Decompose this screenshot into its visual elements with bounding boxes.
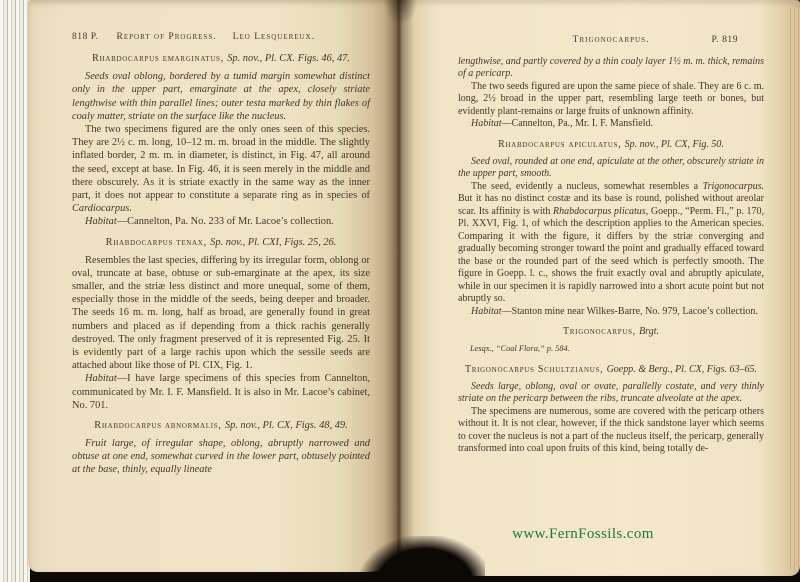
species-heading: [462, 363, 760, 376]
right-page-blocks: [458, 56, 764, 456]
text-segment: Rhabdocarpus apiculatus,: [498, 138, 625, 150]
text-segment: Sp. nov., Pl. CX. Figs. 46, 47.: [227, 53, 350, 65]
diagnosis: [72, 70, 370, 123]
gutter-bottom-shadow: [360, 536, 485, 582]
text-segment: The specimens are numerous, some are covered with the pericarp others without it. It is not clear, however, if the thick sandstone layer which seems to cover the nucleus is not a part of the nucleus itself, the pericarp, generally transformed into coal upon fruits of this kind, being totally de-: [458, 405, 764, 454]
text-segment: Rhabdocarpus emarginatus,: [92, 53, 228, 65]
genus-heading: [462, 325, 760, 338]
text-segment: Seeds oval oblong, bordered by a tumid margin somewhat distinct only in the upper part, emarginate at the apex, closely striate lengthwise with thin parallel lines; outer testa marked by thin flakes of coaly matter, striate on the surface like the nucleus.: [72, 71, 370, 122]
text-segment: lengthwise, and partly covered by a thin coaly layer 1½ m. m. thick, remains of a pericarp.: [458, 55, 764, 79]
body: [458, 81, 764, 119]
text-segment: The two specimens figured are the only ones seen of this species. They are 2½ c. m. long, 10–12 m. m. broad in the middle. The slightly inflated border, 2 m. m. in diameter, is distinct, in Fig. 47, all around the seed, except at base. In Fig. 46, it is seen merely in the middle and there obscurely. As it is striate exactly in the same way as the inner part, it does not appear to constitute a separate ring as in species of: [72, 124, 370, 202]
text-segment: Habitat: [85, 216, 117, 228]
text-segment: Fruit large, of irregular shape, oblong, abruptly narrowed and obtuse at one end, somewhat curved in the lower part, obtusely pointed at the base, thinly, equally lineate: [72, 438, 370, 476]
body: [72, 123, 370, 215]
text-segment: Cardiocarpus.: [72, 203, 132, 215]
right-page-header: [458, 34, 764, 47]
text-segment: Rhabdocarpus abnormalis,: [94, 420, 225, 432]
text-segment: Sp. nov., Pl. CXI, Figs. 25, 26.: [210, 236, 337, 248]
right-page-edges: [787, 8, 800, 570]
text-segment: The two seeds figured are upon the same piece of shale. They are 6 c. m. long, 2½ broad in the upper part, resembling large teeth or bones, but evidently plant-remains or large fruits of unknown affinity.: [458, 80, 764, 117]
watermark: www.FernFossils.com: [512, 526, 654, 542]
left-page-text: [72, 30, 370, 477]
text-segment: Brgt.: [639, 326, 659, 337]
text-segment: —I have large specimens of this species from Cannelton, communicated by Mr. I. F. Mansfield. It is also in Mr. Lacoe’s cabinet, No. 701.: [72, 373, 370, 411]
left-page-edges: [0, 0, 30, 582]
text-segment: Resembles the last species, differing by its irregular form, oblong or oval, truncate at base, obtuse or sub-emarginate at the apex, its size smaller, and the striæ less distinct and more unequal, some of them, especially those in the middle of the seeds, being deeper and broader. The seeds 16 m. m. long, half as broad, are generally found in great numbers and placed as if depending from a thick rachis generally destroyed. The only fragment preserved of it is represented Fig. 25. It is evidently part of a large rachis upon which the sessile seeds are attached about like those of Pl. CIX, Fig. 1.: [72, 254, 370, 372]
text-segment: Lesqx., “Coal Flora,” p. 584.: [470, 344, 570, 353]
text-segment: Habitat: [85, 373, 117, 385]
text-segment: —Cannelton, Pa., Mr. I. F. Mansfield.: [501, 118, 653, 129]
text-segment: Goepp., “Perm. Fl.,” p. 170, Pl. XXVI, Fig. 1, of which the description applies to the American species. Comparing it with the figure, it differs by the striæ converging and gradually becoming stronger toward the point and gradually effaced toward the base or the rounded part of the seed which is perfectly smooth. The figure in Goepp. l. c., shows the fruit exactly oval and abruptly apiculate, while in our specimen it is rapidly narrowed into a short acute point but not abruptly so.: [458, 205, 764, 304]
text-segment: Rhabdocarpus tenax,: [105, 236, 211, 248]
habitat: [458, 118, 764, 131]
species-heading: [76, 236, 366, 249]
body: [458, 406, 764, 456]
text-segment: Trigonocarpus.: [702, 180, 764, 192]
text-segment: —Stanton mine near Wilkes-Barre, No. 979, Lacoe’s collection.: [501, 305, 758, 317]
text-segment: Goepp. & Berg., Pl. CX, Figs. 63–65.: [606, 363, 758, 375]
left-page-header: [72, 30, 370, 43]
text-segment: —Cannelton, Pa. No. 233 of Mr. Lacoe’s collection.: [116, 216, 334, 228]
left-page-blocks: [72, 52, 370, 476]
body: [458, 181, 764, 306]
running-title: Trigonocarpus.: [572, 34, 650, 45]
ref: [470, 343, 764, 356]
diagnosis: [458, 56, 764, 81]
right-page-text: [458, 34, 764, 542]
left-page-number: 818 P.: [72, 31, 99, 42]
text-segment: Trigonocarpus Schultzianus,: [464, 363, 607, 375]
text-segment: Sp. nov., Pl. CX, Fig. 50.: [624, 138, 724, 150]
text-segment: Seed oval, rounded at one end, apiculate at the other, obscurely striate in the upper part, smooth.: [458, 155, 764, 179]
text-segment: Trigonocarpus,: [563, 326, 640, 337]
gutter-top-shadow: [384, 0, 418, 24]
body: [72, 254, 370, 373]
habitat: [458, 306, 764, 319]
species-heading: [76, 419, 366, 432]
habitat: [72, 372, 370, 412]
text-segment: Seeds large, oblong, oval or ovate, parallelly costate, and very thinly striate on the pericarp between the ribs, truncate alveolate at the apex.: [458, 380, 764, 404]
text-segment: Habitat: [471, 118, 502, 129]
diagnosis: [72, 437, 370, 477]
diagnosis: [458, 156, 764, 181]
species-heading: [76, 52, 366, 65]
diagnosis: [458, 381, 764, 406]
species-heading: [462, 138, 760, 151]
habitat: [72, 215, 370, 228]
text-segment: Sp. nov., Pl. CX, Figs. 48, 49.: [224, 420, 348, 432]
text-segment: But it has no distinct costæ and its base is round, polished without areolar scar. Its affinity is with: [458, 193, 764, 217]
text-segment: Habitat: [471, 305, 502, 317]
text-segment: Rhabdocarpus plicatus,: [553, 205, 649, 217]
running-title: Report of Progress.: [116, 31, 217, 42]
author-name: Leo Lesquereux.: [232, 31, 316, 42]
text-segment: The seed, evidently a nucleus, somewhat resembles a: [471, 180, 703, 192]
right-page-number: P. 819: [711, 34, 738, 45]
book-gutter: [384, 0, 414, 576]
